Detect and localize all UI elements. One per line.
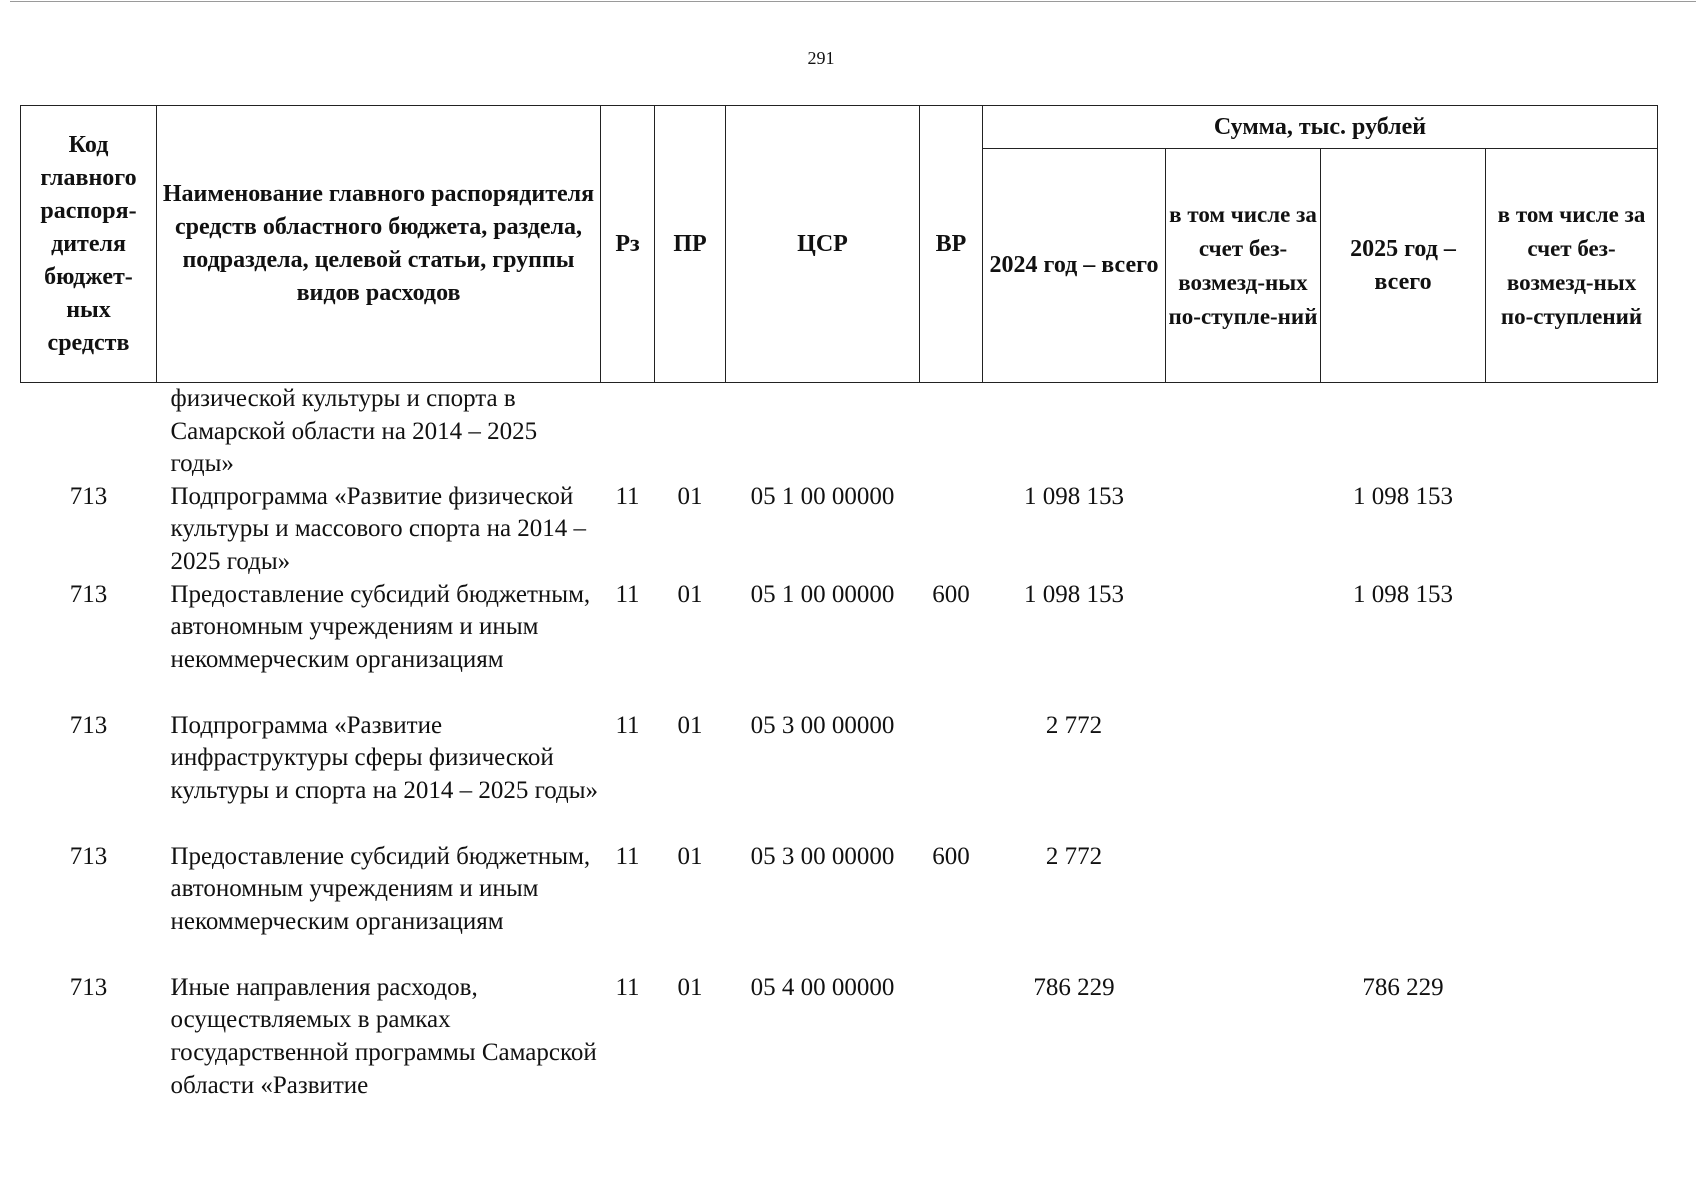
cell-csr: 05 1 00 00000 [750,482,895,510]
cell-2025-free [1486,481,1658,579]
cell-2025-total [1321,383,1486,481]
table-row [21,972,1658,1103]
cell-code [21,383,157,481]
cell-code: 713 [69,580,108,608]
cell-code: 713 [69,711,108,739]
cell-rz: 11 [615,580,640,608]
cell-name: Иные направления расходов, осуществляемых в рамках государственной программы Самарской области «Развитие [170,973,597,1099]
cell-vr [920,972,983,1103]
table-row [21,383,1658,481]
header-sum: Сумма, тыс. рублей [983,106,1658,149]
cell-2024-total: 2 772 [1045,711,1103,739]
cell-2024-total: 1 098 153 [1024,482,1124,510]
cell-rz: 11 [615,711,640,739]
table-header [21,106,1658,383]
header-2025-total: 2025 год – всего [1321,149,1486,383]
cell-csr: 05 3 00 00000 [750,842,895,870]
cell-rz [601,383,655,481]
header-csr: ЦСР [726,106,920,383]
cell-pr: 01 [677,580,703,608]
cell-2025-free [1486,579,1658,710]
cell-2025-total [1321,710,1486,841]
cell-2024-free [1166,481,1321,579]
cell-vr [920,383,983,481]
cell-2024-free [1166,710,1321,841]
cell-2024-free [1166,579,1321,710]
cell-2025-total [1321,841,1486,972]
header-vr: ВР [920,106,983,383]
cell-name: Предоставление субсидий бюджетным, автономным учреждениям и иным некоммерческим организациям [170,580,591,673]
cell-2024-total: 2 772 [1045,842,1103,870]
cell-vr: 600 [932,580,970,608]
header-pr: ПР [655,106,726,383]
cell-rz: 11 [615,842,640,870]
budget-table [20,105,1658,1103]
cell-2024-free [1166,841,1321,972]
cell-csr [726,383,920,481]
header-name: Наименование главного распорядителя средств областного бюджета, раздела, подраздела, целевой статьи, группы видов расходов [157,106,601,383]
header-2024-free: в том числе за счет без-возмезд-ных по-ступле-ний [1166,149,1321,383]
cell-2024-free [1166,383,1321,481]
cell-name: Подпрограмма «Развитие физической культуры и массового спорта на 2014 – 2025 годы» [170,482,587,575]
cell-2025-free [1486,972,1658,1103]
cell-name: Подпрограмма «Развитие инфраструктуры сферы физической культуры и спорта на 2014 – 2025 годы» [170,711,599,804]
cell-pr: 01 [677,711,703,739]
cell-name: Предоставление субсидий бюджетным, автономным учреждениям и иным некоммерческим организациям [170,842,591,935]
cell-2024-total [983,383,1166,481]
header-2025-free: в том числе за счет без-возмезд-ных по-ступлений [1486,149,1658,383]
cell-vr [920,710,983,841]
cell-code: 713 [69,842,108,870]
cell-2025-total: 786 229 [1362,973,1444,1001]
table-row [21,579,1658,710]
table-row [21,841,1658,972]
table-body [21,383,1658,1103]
cell-csr: 05 4 00 00000 [750,973,895,1001]
page-number: 291 [807,48,835,68]
cell-name: физической культуры и спорта в Самарской области на 2014 – 2025 годы» [170,385,538,478]
header-rz: Рз [601,106,655,383]
cell-pr: 01 [677,842,703,870]
cell-2025-total: 1 098 153 [1353,482,1453,510]
cell-code: 713 [69,973,108,1001]
cell-vr: 600 [932,842,970,870]
cell-2025-free [1486,841,1658,972]
cell-code: 713 [69,482,108,510]
cell-rz: 11 [615,973,640,1001]
cell-2024-total: 1 098 153 [1024,580,1124,608]
cell-pr: 01 [677,482,703,510]
table-row [21,481,1658,579]
table-row [21,710,1658,841]
cell-2025-total: 1 098 153 [1353,580,1453,608]
cell-pr: 01 [677,973,703,1001]
cell-csr: 05 3 00 00000 [750,711,895,739]
header-code: Код главного распоря-дителя бюджет-ных средств [21,106,157,383]
top-rule [10,1,1696,2]
cell-2025-free [1486,383,1658,481]
cell-vr [920,481,983,579]
cell-2025-free [1486,710,1658,841]
cell-csr: 05 1 00 00000 [750,580,895,608]
cell-2024-total: 786 229 [1033,973,1115,1001]
cell-2024-free [1166,972,1321,1103]
cell-rz: 11 [615,482,640,510]
cell-pr [655,383,726,481]
header-2024-total: 2024 год – всего [983,149,1166,383]
